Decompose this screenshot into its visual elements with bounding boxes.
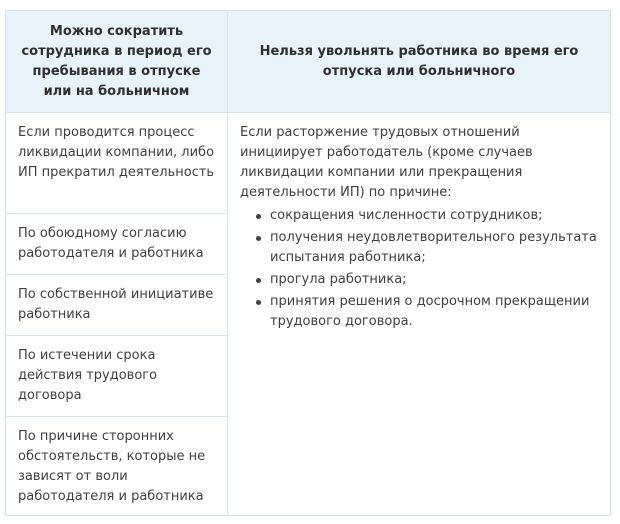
forbidden-cases-cell <box>228 113 610 516</box>
table-cell: По собственной инициативе работника <box>6 275 227 336</box>
table-cell: Если проводится процесс ликвидации компании, либо ИП прекратил деятельность <box>6 113 227 214</box>
table-cell: По истечении срока действия трудового договора <box>6 336 227 417</box>
table-cell: По обоюдному согласию работодателя и работника <box>6 214 227 275</box>
list-item: получения неудовлетворительного результата испытания работника; <box>270 228 600 268</box>
forbidden-intro: Если расторжение трудовых отношений инициирует работодатель (кроме случаев ликвидации компании или прекращения деятельности ИП) по причине: <box>240 125 533 200</box>
header-can-reduce: Можно сократить сотрудника в период его пребывания в отпуске или на больничном <box>6 11 228 113</box>
list-item: прогула работника; <box>270 270 600 290</box>
forbidden-reasons-list <box>240 206 600 332</box>
header-cannot-dismiss: Нельзя увольнять работника во время его отпуска или больничного <box>228 11 610 113</box>
comparison-table <box>5 10 611 516</box>
allowed-cases-column <box>6 113 228 516</box>
table-cell: По причине сторонних обстоятельств, которые не зависят от воли работодателя и работника <box>18 429 206 504</box>
list-item: сокращения численности сотрудников; <box>270 206 600 226</box>
list-item: принятия решения о досрочном прекращении трудового договора. <box>270 292 600 332</box>
